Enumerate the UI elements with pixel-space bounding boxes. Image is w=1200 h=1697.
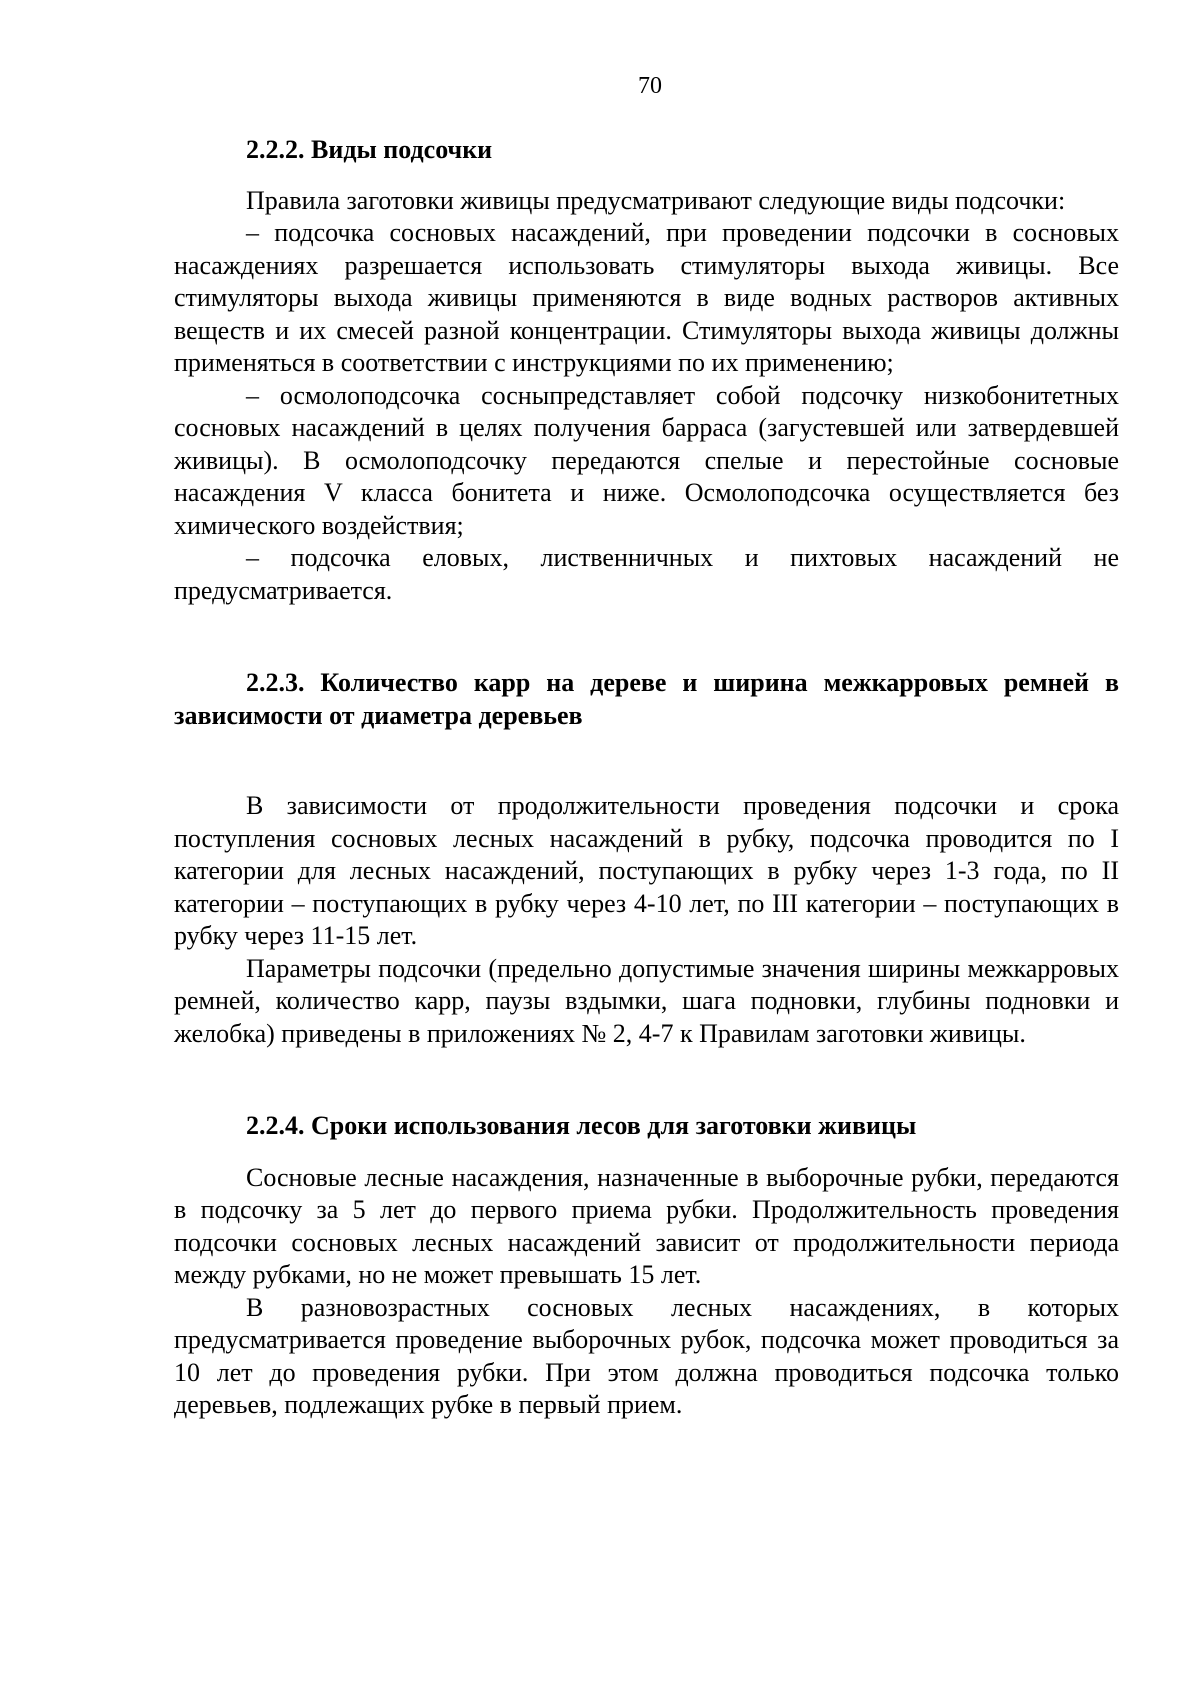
section-2-2-2 — [174, 134, 1119, 607]
paragraph: Правила заготовки живицы предусматривают следующие виды подсочки: — [246, 185, 1066, 215]
paragraph: Сосновые лесные насаждения, назначенные в выборочные рубки, передаются в подсочку за 5 лет до первого приема рубки. Продолжительность проведения подсочки сосновых лесных насаждений зависит от продолжительности периода между рубками, но не может превышать 15 лет. — [174, 1162, 1119, 1289]
paragraph: – подсочка сосновых насаждений, при проведении подсочки в сосновых насаждениях разрешается использовать стимуляторы выхода живицы. Все стимуляторы выхода живицы применяются в виде водных растворов активных веществ и их смесей разной концентрации. Стимуляторы выхода живицы должны применяться в соответствии с инструкциями по их применению; — [174, 218, 1119, 377]
paragraph: – осмолоподсочка сосныпредставляет собой подсочку низкобонитетных сосновых насаждений в целях получения барраса (загустевшей или затвердевшей живицы). В осмолоподсочку передаются спелые и перестойные сосновые насаждения V класса бонитета и ниже. Осмолоподсочка осуществляется без химического воздействия; — [174, 380, 1119, 540]
paragraph: Параметры подсочки (предельно допустимые значения ширины межкарровых ремней, количество карр, паузы вздымки, шага подновки, глубины подновки и желобка) приведены в приложениях № 2, 4-7 к Правилам заготовки живицы. — [174, 953, 1119, 1048]
section-2-2-3 — [174, 667, 1119, 1050]
page-content — [174, 134, 1119, 1422]
paragraph: – подсочка еловых, лиственничных и пихтовых насаждений не предусматривается. — [174, 543, 1119, 605]
paragraph: В разновозрастных сосновых лесных насаждениях, в которых предусматривается проведение выборочных рубок, подсочка может проводиться за 10 лет до проведения рубки. При этом должна проводиться подсочка только деревьев, подлежащих рубке в первый прием. — [174, 1292, 1119, 1419]
section-2-2-4 — [174, 1110, 1119, 1422]
section-heading: 2.2.3. Количество карр на дереве и ширина межкарровых ремней в зависимости от диаметра деревьев — [174, 668, 1119, 730]
section-heading: 2.2.4. Сроки использования лесов для заготовки живицы — [246, 1111, 917, 1140]
paragraph: В зависимости от продолжительности проведения подсочки и срока поступления сосновых лесных насаждений в рубку, подсочка проводится по I категории для лесных насаждений, поступающих в рубку через 1-3 года, по II категории – поступающих в рубку через 4-10 лет, по III категории – поступающих в рубку через 11-15 лет. — [174, 791, 1119, 950]
section-heading: 2.2.2. Виды подсочки — [246, 135, 493, 164]
page-number: 70 — [638, 73, 662, 99]
